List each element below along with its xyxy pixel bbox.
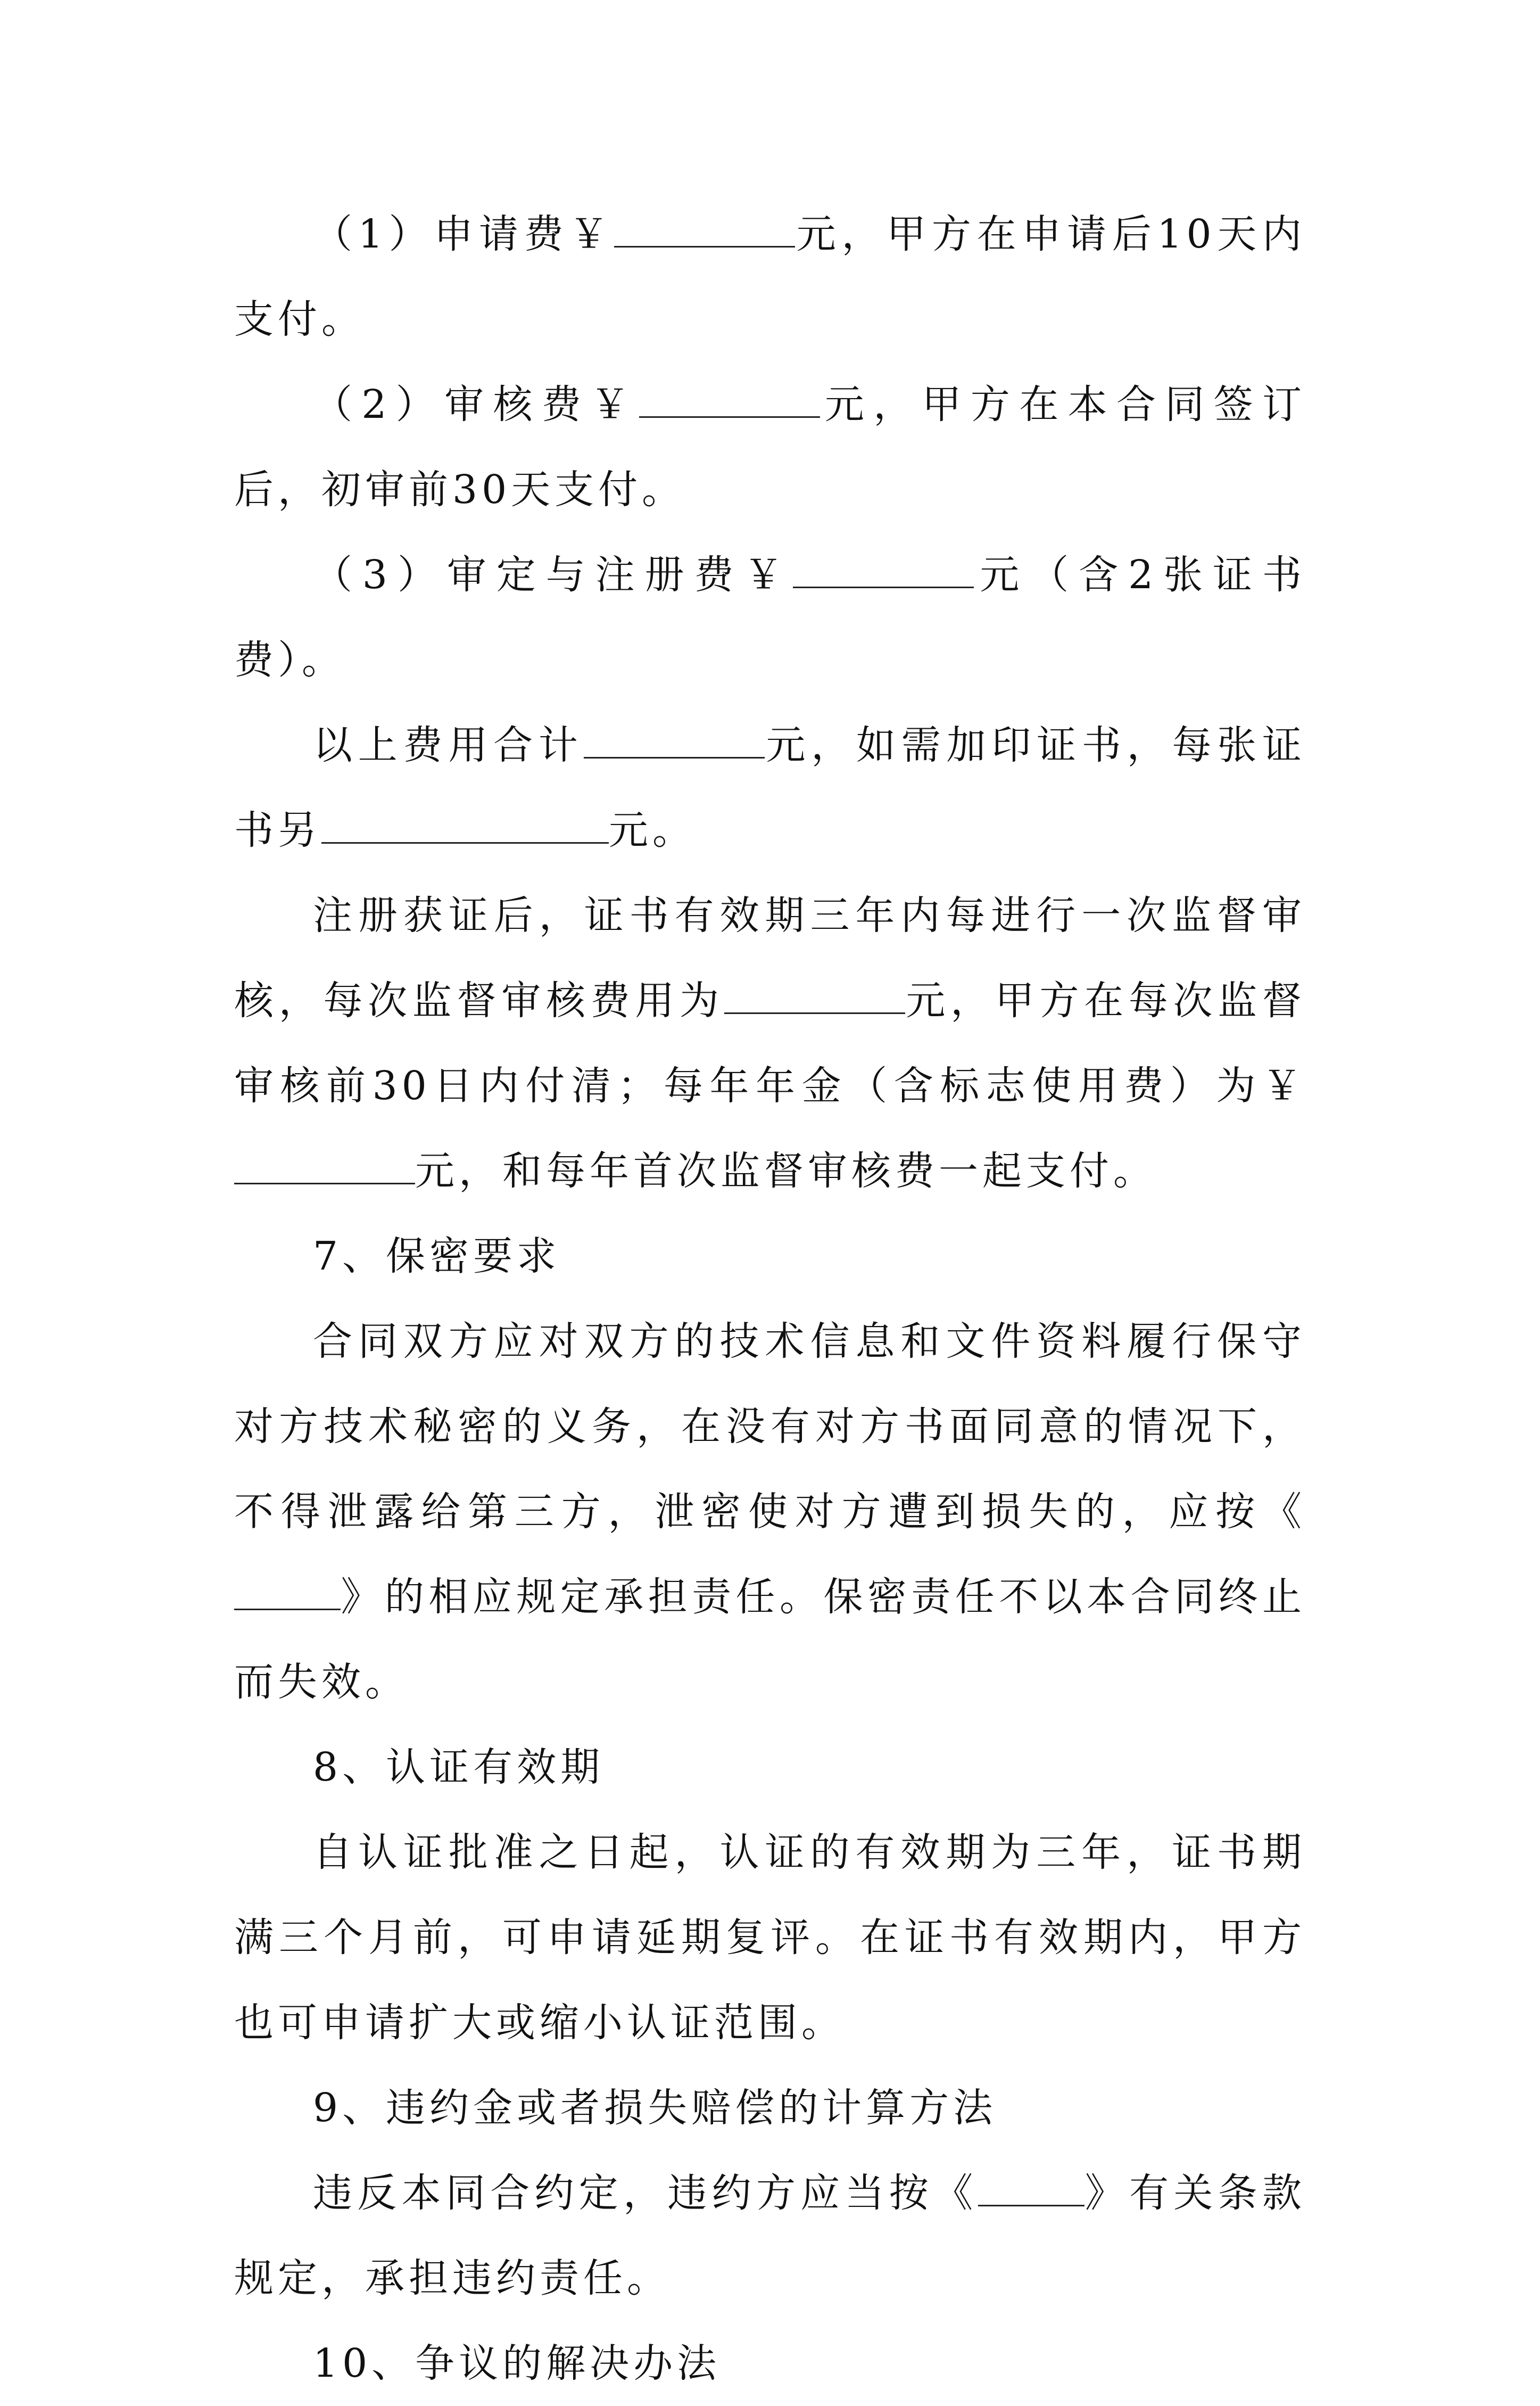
text: （2）审核费￥	[313, 382, 639, 427]
blank-line	[584, 726, 765, 759]
text: 以上费用合计	[313, 722, 584, 768]
supervision-fee-paragraph	[234, 873, 1306, 1214]
text: 违反本同合约定，违约方应当按《	[313, 2170, 978, 2216]
section-heading-dispute: 10、争议的解决办法	[313, 2341, 721, 2386]
fee-registration-paragraph	[234, 532, 1306, 703]
section-heading-validity: 8、认证有效期	[313, 1744, 605, 1790]
text: 元。	[609, 808, 696, 853]
text: 》有关条款规定，承担违约责任。	[234, 2170, 1306, 2301]
blank-line	[724, 982, 905, 1014]
blank-line	[234, 1152, 415, 1184]
text: 元，甲方在申请后10天内支付。	[234, 211, 1306, 342]
text: 元，甲方在每次监督审核前30日内付清；每年年金（含标志使用费）为￥	[234, 978, 1306, 1109]
blank-line	[639, 385, 820, 418]
validity-paragraph: 自认证批准之日起，认证的有效期为三年，证书期满三个月前，可申请延期复评。在证书有效期内，甲方也可申请扩大或缩小认证范围。	[234, 1830, 1306, 2046]
blank-line	[614, 215, 795, 248]
text: 元（含2张证书费）。	[234, 552, 1306, 683]
text: （1）申请费￥	[313, 211, 615, 257]
fee-application-paragraph	[234, 192, 1306, 362]
text: 元，甲方在本合同签订后，初审前30天支付。	[234, 382, 1306, 513]
section-heading-penalty: 9、违约金或者损失赔偿的计算方法	[313, 2085, 997, 2131]
penalty-paragraph	[234, 2150, 1306, 2321]
blank-line	[978, 2174, 1084, 2206]
text: （3）审定与注册费￥	[313, 552, 793, 598]
text: 注册获证后，证书有效期三年内每进行一次监督审核，每次监督审核费用为	[234, 893, 1306, 1024]
blank-line	[321, 811, 609, 844]
blank-line	[234, 1578, 341, 1610]
blank-line	[793, 556, 974, 588]
fee-audit-paragraph	[234, 362, 1306, 532]
text: 元，如需加印证书，每张证书另	[234, 722, 1306, 853]
confidentiality-paragraph	[234, 1299, 1306, 1725]
section-heading-confidentiality: 7、保密要求	[313, 1233, 561, 1279]
text: 元，和每年首次监督审核费一起支付。	[415, 1148, 1157, 1194]
text: 合同双方应对双方的技术信息和文件资料履行保守对方技术秘密的义务，在没有对方书面同意的情况下，不得泄露给第三方，泄密使对方遭到损失的，应按《	[234, 1319, 1306, 1535]
text: 》的相应规定承担责任。保密责任不以本合同终止而失效。	[234, 1574, 1306, 1705]
fee-total-paragraph	[234, 703, 1306, 873]
